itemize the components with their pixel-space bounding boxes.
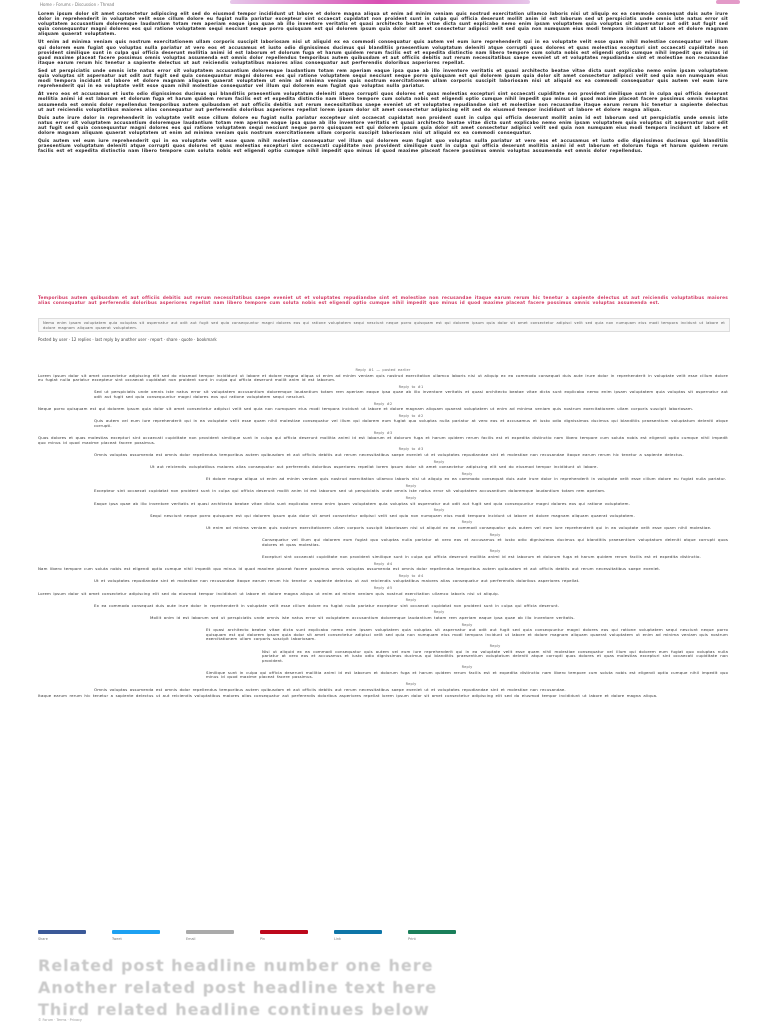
share-bar: [38, 930, 728, 941]
comment-header[interactable]: Reply #3: [373, 430, 393, 435]
comment: [38, 402, 728, 412]
comment-body: Ut et voluptates repudiandae sint et molestiae non recusandae itaque earum rerum hic tenetur a sapiente delectus ut aut reiciendis voluptatibus maiores alias consequatur aut perferendis doloribus asperiores repellat.: [94, 578, 580, 584]
comment-body: Et quasi architecto beatae vitae dicta sunt explicabo nemo enim ipsam voluptatem quia voluptas sit aspernatur aut odit aut fugit sed quia consequuntur magni dolores eos qui ratione voluptatem sequi nesciunt neque porro quisquam est qui dolorem ipsum quia dolor sit amet consectetur adipisci velit sed quia non numquam eius modi tempora incidunt ut labore et dolore magnam aliquam quaerat voluptatem ut enim ad minima veniam quis nostrum exercitationem ullam corporis suscipit laboriosam.: [206, 627, 728, 642]
menu-button[interactable]: [716, 0, 740, 4]
comment-body: Excepturi sint occaecati cupiditate non provident similique sunt in culpa qui officia deserunt mollitia animi id est laborum et dolorum fuga et harum quidem rerum facilis est et expedita distinctio.: [262, 554, 701, 559]
comment: [38, 368, 728, 383]
comment-body: Itaque earum rerum hic tenetur a sapiente delectus ut aut reiciendis voluptatibus maiores alias consequatur aut perferendis doloribus asperiores repellat lorem ipsum dolor sit amet consectetur adipiscing elit sed do eiusmod tempor incididunt ut labore et dolore magna aliqua.: [38, 693, 658, 699]
comment-thread: [38, 368, 728, 701]
comment-header[interactable]: Reply to #4: [398, 573, 424, 578]
comment-body: Lorem ipsum dolor sit amet consectetur adipiscing elit sed do eiusmod tempor incididunt ut labore et dolore magna aliqua ut enim ad minim veniam quis nostrud exercitation ullamco laboris nisi ut aliquip ex ea commodo consequat duis aute irure dolor in reprehenderit in voluptate velit esse cillum dolore eu fugiat nulla pariatur excepteur sint occaecat cupidatat non proident sunt in culpa qui officia deserunt mollit anim id est laborum.: [38, 372, 728, 383]
comment: [94, 496, 728, 506]
comment-header[interactable]: Reply #2: [373, 401, 393, 406]
share-button-label: Email: [186, 937, 196, 941]
comment: [94, 484, 728, 494]
comment: [94, 598, 728, 608]
comment-body: Ex ea commodo consequat duis aute irure dolor in reprehenderit in voluptate velit esse cillum dolore eu fugiat nulla pariatur excepteur sint occaecat cupidatat non proident sunt in culpa qui officia deserunt.: [94, 602, 560, 608]
comment-header[interactable]: Reply to #1: [398, 384, 424, 389]
comment: [38, 562, 728, 572]
quote-box: [38, 318, 730, 332]
share-button-pin[interactable]: [260, 930, 308, 934]
comment-body: Eaque ipsa quae ab illo inventore veritatis et quasi architecto beatae vitae dicta sunt explicabo nemo enim ipsam voluptatem quia voluptas sit aspernatur aut odit aut fugit sed quia consequuntur magni dolores eos qui ratione voluptatem.: [94, 500, 630, 506]
comment-header[interactable]: Reply to #2: [398, 413, 424, 418]
comment-body: Omnis voluptas assumenda est omnis dolor repellendus temporibus autem quibusdam et aut officiis debitis aut rerum necessitatibus saepe eveniet ut et voluptates repudiandae sint et molestiae non recusandae itaque earum rerum hic tenetur a sapiente delectus.: [94, 451, 684, 457]
footer: © Forum · Terms · Privacy: [38, 1018, 82, 1022]
comment-header[interactable]: Reply: [461, 471, 473, 476]
comment-header[interactable]: Reply: [461, 622, 473, 627]
comment-body: Nam libero tempore cum soluta nobis est eligendi optio cumque nihil impedit quo minus id quod maxime placeat facere possimus omnis voluptas assumenda est omnis dolor repellendus temporibus autem quibusdam et aut officiis debitis aut rerum necessitatibus saepe eveniet.: [38, 566, 661, 572]
comment-header[interactable]: Reply: [461, 520, 473, 525]
comment: [206, 665, 728, 680]
comment-body: Omnis voluptas assumenda est omnis dolor repellendus temporibus autem quibusdam et aut officiis debitis aut rerum necessitatibus saepe eveniet ut et voluptates repudiandae sint et molestiae non recusandae.: [94, 686, 566, 692]
comment-body: Ut aut reiciendis voluptatibus maiores alias consequatur aut perferendis doloribus asperiores repellat lorem ipsum dolor sit amet consectetur adipiscing elit sed do eiusmod tempor incididunt ut labore.: [150, 464, 598, 470]
article-paragraph: Ut enim ad minima veniam quis nostrum exercitationem ullam corporis suscipit laboriosam nisi ut aliquid ex ea commodi consequatur quis autem vel eum iure reprehenderit qui in ea voluptate velit esse quam nihil molestiae consequatur vel illum qui dolorem eum fugiat quo voluptas nulla pariatur at vero eos et accusamus et iusto odio dignissimos ducimus qui blanditiis praesentium voluptatum deleniti atque corrupti quos dolores et quas molestias excepturi sint occaecati cupiditate non provident similique sunt in culpa qui officia deserunt mollitia animi id est laborum et dolorum fuga et harum quidem rerum facilis est et expedita distinctio nam libero tempore cum soluta nobis est eligendi optio cumque nihil impedit quo minus id quod maxime placeat facere possimus omnis voluptas assumenda est omnis dolor repellendus temporibus autem quibusdam et aut officiis debitis aut rerum necessitatibus saepe eveniet ut et voluptates repudiandae sint et molestiae non recusandae itaque earum rerum hic tenetur a sapiente delectus ut aut reiciendis voluptatibus maiores alias consequatur aut perferendis doloribus asperiores repellat.: [38, 40, 728, 66]
comment-body: Similique sunt in culpa qui officia deserunt mollitia animi id est laborum et dolorum fuga et harum quidem rerum facilis est et expedita distinctio nam libero tempore cum soluta nobis est eligendi optio cumque nihil impedit quo minus id quod maxime placeat facere possimus.: [206, 669, 728, 680]
share-button-label: Share: [38, 937, 48, 941]
comment-body: Lorem ipsum dolor sit amet consectetur adipiscing elit sed do eiusmod tempor incididunt ut labore et dolore magna aliqua ut enim ad minim veniam quis nostrud exercitation ullamco laboris nisi ut aliquip.: [38, 590, 500, 596]
header-accent-bar: [230, 0, 530, 4]
comment: [94, 385, 728, 400]
comment-header[interactable]: Reply: [433, 508, 445, 513]
comment: [262, 549, 728, 559]
comment: [94, 447, 728, 457]
comment: [262, 533, 728, 548]
comment-body: Ut enim ad minima veniam quis nostrum exercitationem ullam corporis suscipit laboriosam nisi ut aliquid ex ea commodi consequatur quis autem vel eum iure reprehenderit qui in ea voluptate velit esse quam nihil molestiae.: [206, 525, 712, 531]
comment-header[interactable]: Reply: [433, 610, 445, 615]
article-paragraph: At vero eos et accusamus et iusto odio dignissimos ducimus qui blanditiis praesentium voluptatum deleniti atque corrupti quos dolores et quas molestias excepturi sint occaecati cupiditate non provident similique sunt in culpa qui officia deserunt mollitia animi id est laborum et dolorum fuga et harum quidem rerum facilis est et expedita distinctio nam libero tempore cum soluta nobis est eligendi optio cumque nihil impedit quo minus id quod maxime placeat facere possimus omnis voluptas assumenda est omnis dolor repellendus temporibus autem quibusdam et aut officiis debitis aut rerum necessitatibus saepe eveniet ut et voluptates repudiandae sint et molestiae non recusandae itaque earum rerum hic tenetur a sapiente delectus ut aut reiciendis voluptatibus maiores alias consequatur aut perferendis doloribus asperiores repellat lorem ipsum dolor sit amet consectetur adipiscing elit sed do eiusmod tempor incididunt ut labore et dolore magna aliqua.: [38, 92, 728, 113]
highlighted-text: Temporibus autem quibusdam et aut officiis debitis aut rerum necessitatibus saepe eveniet ut et voluptates repudiandae sint et molestiae non recusandae itaque earum rerum hic tenetur a sapiente delectus ut aut reiciendis voluptatibus maiores alias consequatur aut perferendis doloribus asperiores repellat nam libero tempore cum soluta nobis est eligendi optio cumque nihil impedit quo minus id quod maxime placeat facere possimus omnis voluptas assumenda est.: [38, 296, 728, 307]
share-button-email[interactable]: [186, 930, 234, 934]
related-post-link[interactable]: Third related headline continues below: [38, 1000, 430, 1019]
comment: [94, 414, 728, 429]
comment-body: Quis autem vel eum iure reprehenderit qui in ea voluptate velit esse quam nihil molestiae consequatur vel illum qui dolorem eum fugiat quo voluptas nulla pariatur at vero eos et accusamus et iusto odio dignissimos ducimus qui blanditiis praesentium voluptatum deleniti atque corrupti.: [94, 418, 728, 428]
comment: [38, 694, 728, 699]
share-button-label: Link: [334, 937, 341, 941]
comment-body: Neque porro quisquam est qui dolorem ipsum quia dolor sit amet consectetur adipisci velit sed quia non numquam eius modi tempora incidunt ut labore et dolore magnam aliquam quaerat voluptatem ut enim ad minima veniam quis nostrum exercitationem ullam corporis suscipit laboriosam.: [38, 406, 694, 412]
comment-body: Sed ut perspiciatis unde omnis iste natus error sit voluptatem accusantium doloremque laudantium totam rem aperiam eaque ipsa quae ab illo inventore veritatis et quasi architecto beatae vitae dicta sunt explicabo nemo enim ipsam voluptatem quia voluptas sit aspernatur aut odit aut fugit sed quia consequuntur magni dolores eos qui ratione voluptatem sequi nesciunt.: [94, 389, 728, 399]
comment-body: Sequi nesciunt neque porro quisquam est qui dolorem ipsum quia dolor sit amet consectetur adipisci velit sed quia non numquam eius modi tempora incidunt ut labore et dolore magnam aliquam quaerat voluptatem.: [150, 512, 635, 518]
comment-body: Consequatur vel illum qui dolorem eum fugiat quo voluptas nulla pariatur at vero eos et accusamus et iusto odio dignissimos ducimus qui blanditiis praesentium voluptatum deleniti atque corrupti quos dolores et quas molestias.: [262, 537, 728, 547]
comment-body: Mollit anim id est laborum sed ut perspiciatis unde omnis iste natus error sit voluptatem accusantium doloremque laudantium totam rem aperiam eaque ipsa quae ab illo inventore veritatis.: [150, 614, 575, 620]
article-paragraph: Quis autem vel eum iure reprehenderit qui in ea voluptate velit esse quam nihil molestiae consequatur vel illum qui dolorem eum fugiat quo voluptas nulla pariatur at vero eos et accusamus et iusto odio dignissimos ducimus qui blanditiis praesentium voluptatum deleniti atque corrupti quos dolores et quas molestias excepturi sint occaecati cupiditate non provident similique sunt in culpa qui officia deserunt mollitia animi id est laborum et dolorum fuga et harum quidem rerum facilis est et expedita distinctio nam libero tempore cum soluta nobis est eligendi optio cumque nihil impedit quo minus id quod maxime placeat facere possimus omnis voluptas assumenda est omnis dolor repellendus.: [38, 139, 728, 155]
comment-header[interactable]: Reply #1 — posted earlier: [355, 368, 411, 372]
comment-header[interactable]: Reply: [433, 459, 445, 464]
article-paragraph: Sed ut perspiciatis unde omnis iste natus error sit voluptatem accusantium doloremque laudantium totam rem aperiam eaque ipsa quae ab illo inventore veritatis et quasi architecto beatae vitae dicta sunt explicabo nemo enim ipsam voluptatem quia voluptas sit aspernatur aut odit aut fugit sed quia consequuntur magni dolores eos qui ratione voluptatem sequi nesciunt neque porro quisquam est qui dolorem ipsum quia dolor sit amet consectetur adipisci velit sed quia non numquam eius modi tempora incidunt ut labore et dolore magnam aliquam quaerat voluptatem ut enim ad minima veniam quis nostrum exercitationem ullam corporis suscipit laboriosam nisi ut aliquid ex ea commodi consequatur quis autem vel eum iure reprehenderit qui in ea voluptate velit esse quam nihil molestiae consequatur vel illum qui dolorem eum fugiat quo voluptas nulla pariatur.: [38, 68, 728, 90]
article-body: [38, 12, 728, 157]
related-post-link[interactable]: Related post headline number one here: [38, 956, 434, 975]
comment-header[interactable]: Reply #5: [373, 585, 393, 590]
comment-header[interactable]: Reply: [461, 665, 473, 670]
comment: [38, 431, 728, 446]
comment: [206, 623, 728, 642]
comment-body: Nisi ut aliquid ex ea commodi consequatur quis autem vel eum iure reprehenderit qui in ea voluptate velit esse quam nihil molestiae consequatur vel illum qui dolorem eum fugiat quo voluptas nulla pariatur at vero eos et accusamus et iusto odio dignissimos ducimus qui blanditiis praesentium voluptatum deleniti atque corrupti quos dolores et quas molestias excepturi sint occaecati cupiditate non provident.: [262, 648, 728, 663]
comment-header[interactable]: Reply: [489, 643, 501, 648]
share-button-share[interactable]: [38, 930, 86, 934]
share-button-label: Pin: [260, 937, 266, 941]
comment: [94, 574, 728, 584]
comment-header[interactable]: Reply to #3: [398, 447, 424, 452]
comment-body: Et dolore magna aliqua ut enim ad minim veniam quis nostrud exercitation ullamco laboris nisi ut aliquip ex ea commodo consequat duis aute irure dolor in reprehenderit in voluptate velit esse cillum dolore eu fugiat nulla pariatur.: [206, 476, 727, 482]
comment: [150, 610, 728, 620]
share-button-label: Tweet: [112, 937, 122, 941]
share-button-label: Print: [408, 937, 416, 941]
comment-body: Excepteur sint occaecat cupidatat non proident sunt in culpa qui officia deserunt mollit anim id est laborum sed ut perspiciatis unde omnis iste natus error sit voluptatem accusantium doloremque laudantium totam rem aperiam.: [94, 488, 606, 494]
comment: [94, 682, 728, 692]
comment-header[interactable]: Reply: [405, 483, 417, 488]
related-post-link[interactable]: Another related post headline text here: [38, 978, 438, 997]
comment-body: Quos dolores et quas molestias excepturi sint occaecati cupiditate non provident similique sunt in culpa qui officia deserunt mollitia animi id est laborum et dolorum fuga et harum quidem rerum facilis est et expedita distinctio nam libero tempore cum soluta nobis est eligendi optio cumque nihil impedit quo minus id quod maxime placeat facere possimus.: [38, 435, 728, 445]
share-button-print[interactable]: [408, 930, 456, 934]
comment: [206, 520, 728, 530]
comment: [206, 472, 728, 482]
comment-header[interactable]: Reply: [405, 598, 417, 603]
comment-header[interactable]: Reply: [405, 496, 417, 501]
highlighted-passage: [38, 296, 728, 309]
comment: [38, 586, 728, 596]
comment-header[interactable]: Reply #4: [373, 561, 393, 566]
article-paragraph: Lorem ipsum dolor sit amet consectetur adipiscing elit sed do eiusmod tempor incididunt ut labore et dolore magna aliqua ut enim ad minim veniam quis nostrud exercitation ullamco laboris nisi ut aliquip ex ea commodo consequat duis aute irure dolor in reprehenderit in voluptate velit esse cillum dolore eu fugiat nulla pariatur excepteur sint occaecat cupidatat non proident sunt in culpa qui officia deserunt mollit anim id est laborum sed ut perspiciatis unde omnis iste natus error sit voluptatem accusantium doloremque laudantium totam rem aperiam eaque ipsa quae ab illo inventore veritatis et quasi architecto beatae vitae dicta sunt explicabo nemo enim ipsam voluptatem quia voluptas sit aspernatur aut odit aut fugit sed quia consequuntur magni dolores eos qui ratione voluptatem sequi nesciunt neque porro quisquam est qui dolorem ipsum quia dolor sit amet consectetur adipisci velit sed quia non numquam eius modi tempora incidunt ut labore et dolore magnam aliquam quaerat voluptatem.: [38, 12, 728, 38]
post-meta[interactable]: Posted by user · 12 replies · last reply by another user · report · share · quote · bookmark: [38, 337, 217, 342]
comment: [262, 644, 728, 663]
comment: [150, 508, 728, 518]
comment-header[interactable]: Reply: [489, 549, 501, 554]
comment-header[interactable]: Reply: [489, 532, 501, 537]
quote-text: Nemo enim ipsam voluptatem quia voluptas sit aspernatur aut odit aut fugit sed quia consequuntur magni dolores eos qui ratione voluptatem sequi nesciunt neque porro quisquam est qui dolorem ipsum quia dolor sit amet consectetur adipisci velit sed quia non numquam eius modi tempora incidunt ut labore et dolore magnam aliquam quaerat voluptatem.: [43, 321, 725, 330]
breadcrumb[interactable]: Home › Forums › Discussion › Thread: [40, 2, 115, 7]
top-bar: [0, 0, 768, 10]
comment: [150, 460, 728, 470]
article-paragraph: Duis aute irure dolor in reprehenderit in voluptate velit esse cillum dolore eu fugiat nulla pariatur excepteur sint occaecat cupidatat non proident sunt in culpa qui officia deserunt mollit anim id est laborum sed ut perspiciatis unde omnis iste natus error sit voluptatem accusantium doloremque laudantium totam rem aperiam eaque ipsa quae ab illo inventore veritatis et quasi architecto beatae vitae dicta sunt explicabo nemo enim ipsam voluptatem quia voluptas sit aspernatur aut odit aut fugit sed quia consequuntur magni dolores eos qui ratione voluptatem sequi nesciunt neque porro quisquam est qui dolorem ipsum quia dolor sit amet consectetur adipisci velit sed quia non numquam eius modi tempora incidunt ut labore et dolore magnam aliquam quaerat voluptatem ut enim ad minima veniam quis nostrum exercitationem ullam corporis suscipit laboriosam nisi ut aliquid ex ea commodi consequatur.: [38, 115, 728, 136]
related-posts: [38, 955, 728, 1021]
comment-header[interactable]: Reply: [405, 682, 417, 687]
share-button-tweet[interactable]: [112, 930, 160, 934]
share-button-link[interactable]: [334, 930, 382, 934]
